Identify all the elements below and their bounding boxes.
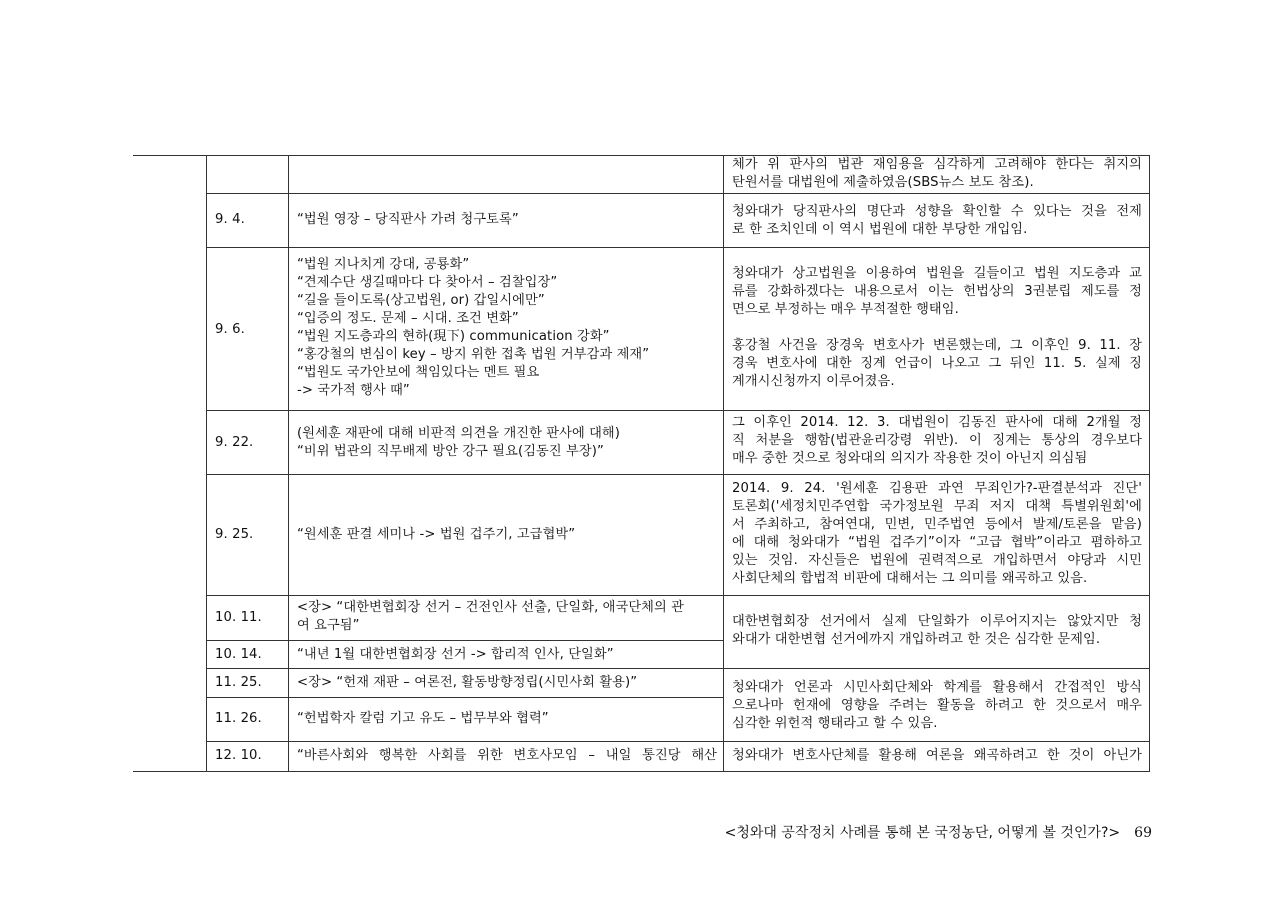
row-divider: [207, 697, 724, 698]
desc-line: 2014. 9. 24. '원세훈 김용판 과연 무죄인가?-판결분석과 진단': [732, 481, 1142, 496]
page-number: 69: [1134, 825, 1152, 841]
table-row-quote: [297, 425, 620, 461]
table-row-date: 9. 6.: [215, 322, 245, 337]
quote-line: 여 요구됨”: [297, 618, 360, 633]
desc-line: 있는 것임. 자신들은 법원에 권력적으로 개입하면서 야당과 시민: [732, 553, 1142, 568]
desc-line: 토론회('세정치민주연합 국가정보원 무죄 저지 대책 특별위원회'에: [732, 499, 1142, 514]
desc-line: 대한변협회장 선거에서 실제 단일화가 이루어지지는 않았지만 청: [732, 614, 1142, 629]
desc-line: 그 이후인 2014. 12. 3. 대법원이 김동진 판사에 대해 2개월 정: [732, 415, 1142, 430]
desc-spacer: [732, 319, 1142, 337]
table-row-date: 11. 26.: [215, 711, 262, 726]
footer-title: <청와대 공작정치 사례를 통해 본 국정농단, 어떻게 볼 것인가?>: [724, 825, 1121, 841]
table-row-quote: [297, 599, 684, 635]
row-divider: [207, 474, 1150, 475]
row-divider: [207, 640, 724, 641]
desc-line: 로 한 조치인데 이 역시 법원에 대한 부당한 개입임.: [732, 222, 1028, 237]
table-row-date: 10. 11.: [215, 610, 262, 625]
table-row-quote: “헌법학자 칼럼 기고 유도 – 법무부와 협력”: [297, 711, 549, 726]
quote-line: -> 국가적 행사 때”: [297, 383, 410, 398]
column-divider: [723, 155, 724, 771]
desc-line: 으로나마 헌재에 영향을 주려는 활동을 하려고 한 것으로서 매우: [732, 698, 1142, 713]
desc-line: 청와대가 상고법원을 이용하여 법원을 길들이고 법원 지도층과 교: [732, 266, 1142, 281]
table-row-quote: “법원 영장 – 당직판사 가려 청구토록”: [297, 212, 519, 227]
table-row-date: 10. 14.: [215, 647, 262, 662]
merged-desc-constitutional: [732, 679, 1142, 733]
table-row-quote: <장> “헌재 재판 – 여론전, 활동방향정립(시민사회 활용)”: [297, 675, 638, 690]
quote-line: “견제수단 생길때마다 다 찾아서 – 검찰입장”: [297, 275, 558, 290]
desc-line: 청와대가 변호사단체를 활용해 여론을 왜곡하려고 한 것이 아닌가: [732, 748, 1142, 763]
desc-line: 체가 위 판사의 법관 재임용을 심각하게 고려해야 한다는 취지의: [732, 157, 1142, 172]
desc-line: 청와대가 당직판사의 명단과 성향을 확인할 수 있다는 것을 전제: [732, 204, 1142, 219]
table-right-border: [1149, 155, 1150, 771]
table-row-date: 9. 25.: [215, 527, 254, 542]
desc-line: 서 주최하고, 참여연대, 민변, 민주법연 등에서 발제/토론을 맡음): [732, 517, 1142, 532]
desc-line: 탄원서를 대법원에 제출하였음(SBS뉴스 보도 참조).: [732, 175, 1034, 190]
desc-line: 류를 강화하겠다는 내용으로서 이는 헌법상의 3권분립 제도를 정: [732, 284, 1142, 299]
table-row-desc: [732, 747, 1142, 765]
quote-line: “법원도 국가안보에 책임있다는 멘트 필요: [297, 365, 540, 380]
table-row-desc: [732, 203, 1142, 239]
page-footer: [725, 822, 1152, 842]
table-row-date: 9. 22.: [215, 435, 254, 450]
row-divider: [207, 410, 1150, 411]
table-row-date: 11. 25.: [215, 675, 262, 690]
desc-line: 홍강철 사건을 장경욱 변호사가 변론했는데, 그 이후인 9. 11. 장: [732, 338, 1142, 353]
column-divider: [206, 155, 207, 771]
desc-line: 계개시신청까지 이루어졌음.: [732, 374, 895, 389]
quote-line: <장> “대한변협회장 선거 – 건전인사 선출, 단일화, 애국단체의 관: [297, 600, 684, 615]
quote-line: (원세훈 재판에 대해 비판적 의견을 개진한 판사에 대해): [297, 426, 620, 441]
table-bottom-rule: [133, 771, 1150, 772]
row-divider: [207, 741, 1150, 742]
quote-line: “비위 법관의 직무배제 방안 강구 필요(김동진 부장)”: [297, 444, 604, 459]
table-row-desc: [732, 414, 1142, 468]
desc-line: 면으로 부정하는 매우 부적절한 행태임.: [732, 302, 959, 317]
quote-line: “홍강철의 변심이 key – 방지 위한 접촉 법원 거부감과 제재”: [297, 347, 650, 362]
column-divider: [288, 155, 289, 771]
table-row-quote: “바른사회와 행복한 사회를 위한 변호사모임 – 내일 통진당 해산: [297, 748, 717, 763]
desc-line: 직 처분을 행함(법관윤리강령 위반). 이 징계는 통상의 경우보다: [732, 433, 1142, 448]
table-row-date: 12. 10.: [215, 748, 262, 763]
desc-line: 와대가 대한변협 선거에까지 개입하려고 한 것은 심각한 문제임.: [732, 632, 1101, 647]
row-divider: [207, 193, 1150, 194]
quote-line: “길을 들이도록(상고법원, or) 갑일시에만”: [297, 293, 545, 308]
table-row-quote: “원세훈 판결 세미나 -> 법원 겁주기, 고급협박”: [297, 527, 576, 542]
merged-desc-bar-election: [732, 613, 1142, 649]
table-row-desc: [732, 480, 1142, 588]
table-row-desc: [732, 156, 1142, 192]
row-divider: [207, 668, 1150, 669]
desc-line: 심각한 위헌적 행태라고 할 수 있음.: [732, 716, 938, 731]
quote-line: “법원 지나치게 강대, 공룡화”: [297, 257, 470, 272]
quote-line: “법원 지도층과의 현하(現下) communication 강화”: [297, 329, 610, 344]
table-row-quote: [297, 256, 649, 400]
desc-line: 매우 중한 것으로 청와대의 의지가 작용한 것이 아닌지 의심됨: [732, 451, 1088, 466]
desc-line: 사회단체의 합법적 비판에 대해서는 그 의미를 왜곡하고 있음.: [732, 571, 1088, 586]
table-row-date: 9. 4.: [215, 212, 245, 227]
desc-line: 에 대해 청와대가 “법원 겁주기”이자 “고급 협박”이라고 폄하하고: [732, 535, 1142, 550]
desc-line: 경욱 변호사에 대한 징계 언급이 나오고 그 뒤인 11. 5. 실제 징: [732, 356, 1142, 371]
desc-line: 청와대가 언론과 시민사회단체와 학계를 활용해서 간접적인 방식: [732, 680, 1142, 695]
row-divider: [207, 595, 1150, 596]
table-row-quote: “내년 1월 대한변협회장 선거 -> 합리적 인사, 단일화”: [297, 647, 614, 662]
table-row-desc: [732, 265, 1142, 391]
quote-line: “입증의 정도. 문제 – 시대. 조건 변화”: [297, 311, 519, 326]
row-divider: [207, 247, 1150, 248]
